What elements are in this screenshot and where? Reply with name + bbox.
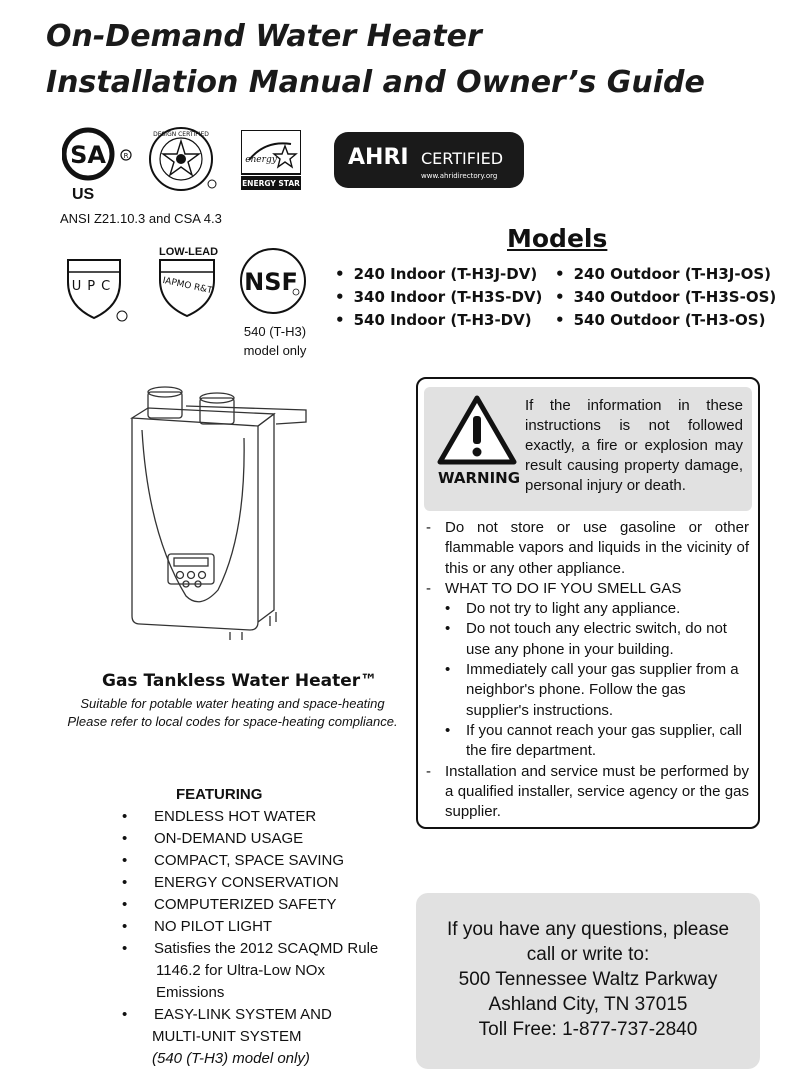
warning-item: - Installation and service must be performed by a qualified installer, service agency or the gas supplier. [426,762,749,823]
energy-script-text: energy [245,155,277,165]
water-heater-illustration [126,384,316,656]
iapmo-text: IAPMO R&T [161,275,214,297]
feature-text: COMPACT, SPACE SAVING [154,852,345,869]
energy-star-logo [241,130,301,190]
feature-text: EASY-LINK SYSTEM AND [154,1006,332,1023]
title-line-2: Installation Manual and Owner’s Guide [46,65,705,100]
product-name: Gas Tankless Water Heater™ [102,671,378,691]
warning-label: WARNING [438,469,521,487]
feature-text: COMPUTERIZED SAFETY [154,896,337,913]
warning-item-text: WHAT TO DO IF YOU SMELL GAS [445,579,682,597]
feature-text: ON-DEMAND USAGE [154,830,304,847]
feature-item: • COMPACT, SPACE SAVING [122,850,412,872]
models-heading: Models [507,224,608,253]
feature-item: • ON-DEMAND USAGE [122,828,412,850]
model-item: • 340 Outdoor (T-H3S-OS) [555,286,776,309]
nsf-note [240,322,310,360]
warning-triangle-icon [436,394,518,466]
contact-city: Ashland City, TN 37015 [488,994,688,1015]
warning-subitem-text: Do not try to light any appliance. [466,600,681,618]
upc-shield-logo [64,256,130,324]
warning-item: - Do not store or use gasoline or other flammable vapors and liquids in the vicinity of this or any other appliance. [426,518,749,579]
product-description [40,695,425,731]
low-lead-label: LOW-LEAD [159,246,219,258]
feature-item: • NO PILOT LIGHT [122,916,412,938]
model-item: • 240 Indoor (T-H3J-DV) [335,263,542,286]
warning-item-text: Do not store or use gasoline or other flammable vapors and liquids in the vicinity of this or any other appliance. [445,519,749,577]
title-line-1: On-Demand Water Heater [46,19,482,54]
feature-item-easylink: • EASY-LINK SYSTEM AND [122,1004,412,1026]
energy-star-label: ENERGY STAR [242,179,300,188]
feature-text: NO PILOT LIGHT [154,918,273,935]
model-item: • 240 Outdoor (T-H3J-OS) [555,263,776,286]
featuring-list [122,806,412,1070]
product-desc-line-2: Please refer to local codes for space-heating compliance. [67,714,398,729]
feature-item: • COMPUTERIZED SAFETY [122,894,412,916]
iapmo-shield-logo [156,258,222,322]
nsf-text: NSF [244,268,298,296]
svg-text:R: R [123,152,129,160]
indoor-models-list [335,263,542,332]
featuring-heading: FEATURING [176,786,263,803]
feature-continuation: (540 (T-H3) model only) [152,1050,310,1067]
design-certified-text: DESIGN CERTIFIED [153,131,209,138]
warning-text: If the information in these instructions is not followed exactly, a fire or explosion may result causing property damage, personal injury or death. [525,397,743,494]
warning-item: - WHAT TO DO IF YOU SMELL GAS [426,579,749,599]
ahri-url-text: www.ahridirectory.org [421,172,498,180]
nsf-note-line-2: model only [243,343,307,358]
feature-continuation: Emissions [156,984,225,1001]
model-item: • 540 Outdoor (T-H3-OS) [555,309,776,332]
feature-item: • ENDLESS HOT WATER [122,806,412,828]
model-item: • 540 Indoor (T-H3-DV) [335,309,542,332]
contact-address: 500 Tennessee Waltz Parkway [458,969,718,990]
contact-line-1: If you have any questions, please [446,919,730,940]
nsf-note-line-1: 540 (T-H3) [243,324,307,339]
warning-subitem-text: Do not touch any electric switch, do not use any phone in your building. [466,620,727,658]
warning-subitem: • Do not touch any electric switch, do not use any phone in your building. [426,619,749,660]
feature-item: • ENERGY CONSERVATION [122,872,412,894]
warning-subitem: • If you cannot reach your gas supplier, call the fire department. [426,721,749,762]
feature-text: ENERGY CONSERVATION [154,874,339,891]
document-title [46,14,705,106]
ahri-brand-text: AHRI [348,145,409,170]
model-item: • 340 Indoor (T-H3S-DV) [335,286,542,309]
design-certified-seal [148,126,220,192]
feature-item-scaqmd: • Satisfies the 2012 SCAQMD Rule [122,938,412,960]
warning-subitem-text: If you cannot reach your gas supplier, call the fire department. [466,721,742,760]
contact-phone: Toll Free: 1-877-737-2840 [478,1019,698,1040]
feature-continuation: 1146.2 for Ultra-Low NOx [156,962,325,979]
feature-text: Satisfies the 2012 SCAQMD Rule [154,940,379,957]
outdoor-models-list [555,263,776,332]
standards-label: ANSI Z21.10.3 and CSA 4.3 [60,211,222,226]
warning-subitem-text: Immediately call your gas supplier from a neighbor's phone. Follow the gas supplier's instructions. [466,661,739,719]
warning-subitem: • Do not try to light any appliance. [426,599,749,619]
ahri-certified-text: CERTIFIED [421,149,504,168]
warning-subitem: • Immediately call your gas supplier from a neighbor's phone. Follow the gas supplier's instructions. [426,660,749,721]
contact-line-2: call or write to: [526,944,650,965]
csa-mark-text: SA [70,141,106,169]
ahri-certified-logo [334,132,524,188]
feature-text: ENDLESS HOT WATER [154,808,317,825]
csa-us-label: US [72,186,95,203]
upc-text: UPC [71,279,117,294]
warning-instructions [426,518,749,822]
contact-info [416,917,760,1042]
warning-item-text: Installation and service must be performed by a qualified installer, service agency or the gas supplier. [445,762,749,821]
nsf-logo [238,246,308,316]
product-desc-line-1: Suitable for potable water heating and space-heating [80,696,385,711]
feature-continuation: MULTI-UNIT SYSTEM [152,1028,302,1045]
